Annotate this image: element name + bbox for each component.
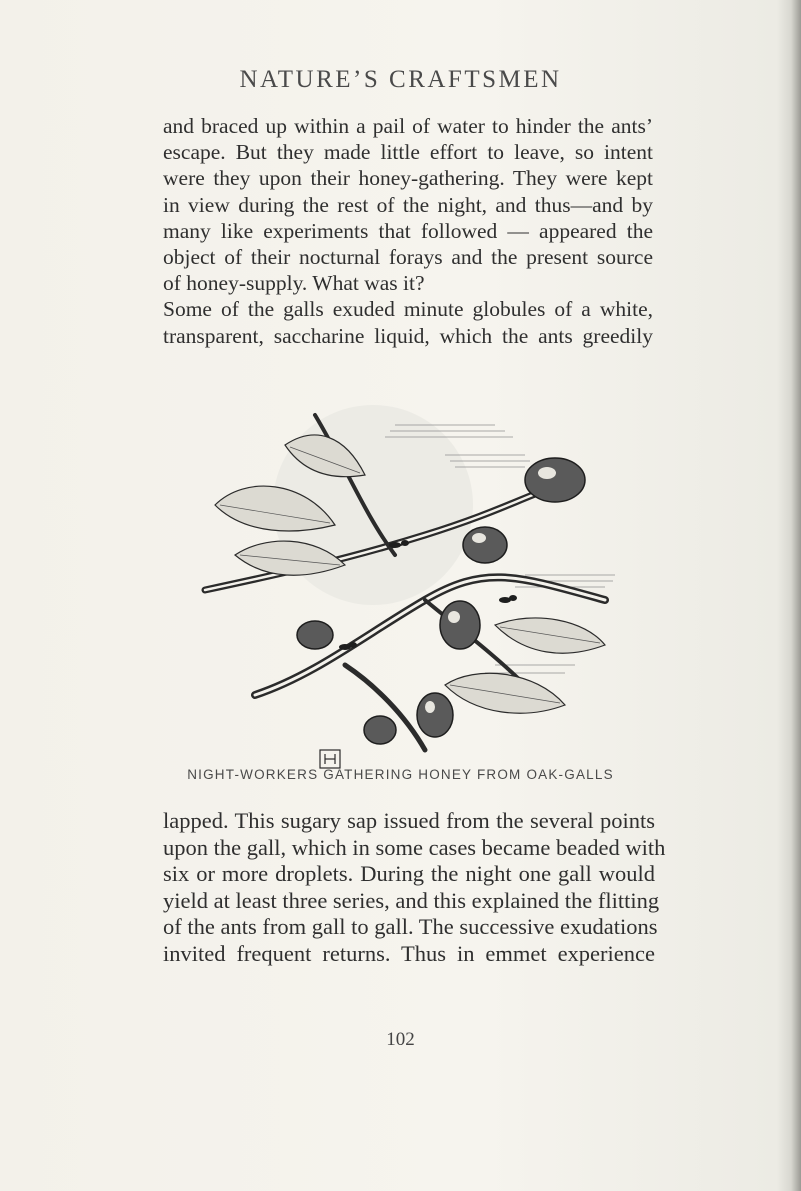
text-line: yield at least three series, and this explained the flitting [163,887,660,913]
text-line: of the ants from gall to gall. The successive exudations [163,914,658,940]
text-line: object of their nocturnal forays and the present source [163,245,653,270]
text-line: Some of the galls exuded minute globules of a white, [163,297,653,322]
text-line: and braced up within a pail of water to hinder the ants’ [163,114,653,138]
text-line: of honey-supply. What was it? [163,271,425,296]
text-line: upon the gall, which in some cases became beaded with [163,834,666,860]
text-line: escape. But they made little effort to leave, so intent [163,140,653,165]
text-line: in view during the rest of the night, and thus—and by [163,192,653,217]
paragraph-bottom [163,808,666,968]
text-line: lapped. This sugary sap issued from the several points [163,808,655,833]
text-line: invited frequent returns. Thus in emmet experience [163,940,655,966]
text-line: six or more droplets. During the night one gall would [163,861,655,887]
page-edge [791,0,801,1191]
text-line: transparent, saccharine liquid, which the ants greedily [163,323,653,348]
text-line: many like experiments that followed — appeared the [163,218,653,243]
text-line: were they upon their honey-gathering. They were kept [163,166,653,191]
running-head: NATURE’S CRAFTSMEN [239,66,562,93]
paragraph-top [163,113,653,349]
page-number: 102 [386,1029,415,1050]
figure-caption: NIGHT-WORKERS GATHERING HONEY FROM OAK-GALLS [187,767,614,782]
illustration-oak-galls [195,385,620,770]
